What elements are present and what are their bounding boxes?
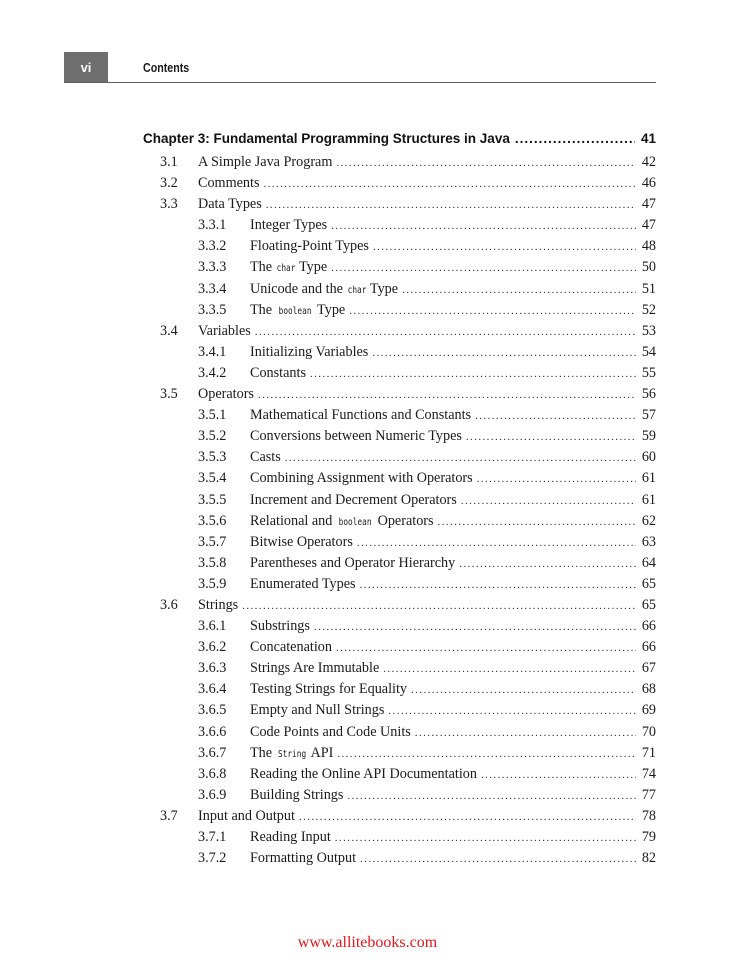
title-text: Conversions between Numeric Types [250, 428, 462, 445]
dot-leader [266, 199, 636, 211]
chapter-page-number: 41 [640, 131, 656, 146]
title-text: Type [366, 280, 399, 297]
section-number: 3.3.4 [198, 280, 227, 297]
entry-line [250, 681, 656, 698]
entry-line [250, 470, 656, 487]
entry-line [250, 513, 656, 530]
section-title [250, 217, 327, 234]
toc-subsection-entry[interactable] [0, 447, 735, 468]
section-number: 3.5.4 [198, 470, 227, 487]
page-number: 57 [641, 407, 656, 424]
code-keyword: char [276, 263, 296, 275]
section-number: 3.6.8 [198, 765, 227, 782]
title-text: Data Types [198, 196, 262, 213]
page-number: 68 [641, 681, 656, 698]
dot-leader [466, 431, 636, 443]
section-title [250, 449, 281, 466]
dot-leader [335, 832, 636, 844]
page-number: 62 [641, 512, 656, 529]
section-title [250, 681, 407, 698]
page-header [64, 52, 656, 83]
title-text: Operators [374, 512, 434, 529]
section-number: 3.6.4 [198, 681, 227, 698]
toc-subsection-entry[interactable] [0, 743, 735, 764]
toc-section-entry[interactable] [0, 152, 735, 173]
section-title [250, 576, 356, 593]
dot-leader [336, 157, 635, 169]
entry-line [250, 344, 656, 361]
section-title [250, 492, 457, 509]
page-number: 65 [641, 596, 656, 613]
entry-line [198, 175, 656, 192]
section-number: 3.6.9 [198, 786, 227, 803]
section-title [250, 618, 310, 635]
section-title [250, 724, 411, 741]
toc-subsection-entry[interactable] [0, 637, 735, 658]
dot-leader [349, 305, 636, 317]
page-number: 65 [641, 575, 656, 592]
section-number: 3.3 [160, 196, 178, 213]
title-text: The [250, 259, 276, 276]
page-number: 69 [641, 702, 656, 719]
title-text: Empty and Null Strings [250, 702, 385, 719]
code-keyword: String [277, 748, 306, 760]
dot-leader [336, 642, 636, 654]
section-number: 3.6.3 [198, 660, 227, 677]
page-number: 77 [641, 786, 656, 803]
section-number: 3.7.2 [198, 850, 227, 867]
toc-section-entry[interactable] [0, 321, 735, 342]
title-text: Reading the Online API Documentation [250, 765, 477, 782]
page-number: 52 [641, 301, 656, 318]
toc-subsection-entry[interactable] [0, 848, 735, 869]
title-text: Reading Input [250, 829, 331, 845]
section-title [250, 639, 332, 656]
section-number: 3.6 [160, 596, 178, 613]
dot-leader [461, 495, 636, 507]
page-number: 66 [641, 639, 656, 656]
section-number: 3.6.5 [198, 702, 227, 719]
code-keyword: char [347, 284, 366, 296]
title-text: Concatenation [250, 639, 332, 656]
page-number-tab [64, 52, 108, 83]
toc-subsection-entry[interactable] [0, 257, 735, 278]
section-number: 3.3.1 [198, 217, 227, 234]
title-text: Operators [198, 386, 254, 403]
section-number: 3.3.3 [198, 259, 227, 276]
toc-section-entry[interactable] [0, 595, 735, 616]
page-number: 42 [641, 154, 656, 170]
section-number: 3.5.3 [198, 449, 227, 466]
entry-line [250, 724, 656, 741]
toc-list [0, 152, 735, 869]
section-title [198, 154, 332, 171]
dot-leader [299, 811, 636, 823]
page-number: 63 [641, 533, 656, 550]
entry-line [250, 576, 656, 593]
entry-line [250, 787, 656, 804]
dot-leader [285, 452, 636, 464]
dot-leader [415, 727, 636, 739]
toc-section-entry[interactable] [0, 384, 735, 405]
page-number: 60 [641, 449, 656, 466]
section-title [198, 386, 254, 403]
toc-subsection-entry[interactable] [0, 300, 735, 321]
code-keyword: boolean [338, 516, 372, 528]
title-text: Unicode and the [250, 280, 347, 297]
title-text: Strings [198, 596, 239, 613]
section-number: 3.5.9 [198, 575, 227, 592]
section-number: 3.5.7 [198, 533, 227, 550]
entry-line [198, 323, 656, 340]
title-text: A Simple Java Program [198, 154, 333, 170]
section-number: 3.5 [160, 386, 178, 403]
dot-leader [515, 131, 635, 146]
dot-leader [373, 241, 636, 253]
dot-leader [402, 284, 636, 296]
section-number: 3.6.6 [198, 723, 227, 740]
page-number: 55 [641, 364, 656, 381]
dot-leader [310, 368, 636, 380]
entry-line [198, 386, 656, 403]
toc-subsection-entry[interactable] [0, 405, 735, 426]
title-text: Relational and [250, 512, 336, 529]
entry-line [198, 808, 656, 825]
entry-line [250, 492, 656, 509]
dot-leader [372, 347, 635, 359]
running-head: Contents [143, 60, 190, 75]
entry-line [250, 259, 656, 276]
toc-section-entry[interactable] [0, 806, 735, 827]
page-number: 71 [641, 744, 656, 761]
section-title [250, 302, 345, 319]
page-number: 70 [641, 723, 656, 740]
section-title [250, 470, 473, 487]
section-title [198, 175, 259, 192]
header-rule [64, 82, 656, 83]
dot-leader [360, 579, 636, 591]
entry-line [250, 555, 656, 572]
section-title [250, 534, 353, 551]
toc-section-entry[interactable] [0, 173, 735, 194]
page-number: 59 [641, 428, 656, 445]
section-number: 3.5.1 [198, 407, 227, 424]
toc-subsection-entry[interactable] [0, 764, 735, 785]
entry-line [250, 534, 656, 551]
title-text: The [250, 744, 276, 761]
toc-subsection-entry[interactable] [0, 511, 735, 532]
section-title [250, 829, 331, 846]
section-number: 3.5.2 [198, 428, 227, 445]
section-title [250, 745, 333, 762]
page-number: 53 [641, 322, 656, 339]
dot-leader [242, 600, 636, 612]
entry-line [250, 281, 656, 298]
entry-line [250, 449, 656, 466]
title-text: Substrings [250, 618, 310, 635]
toc-subsection-entry[interactable] [0, 827, 735, 848]
section-title [250, 238, 369, 255]
title-text: Testing Strings for Equality [250, 681, 408, 698]
entry-line [198, 154, 656, 171]
dot-leader [255, 326, 636, 338]
section-title [250, 281, 398, 298]
section-title [250, 407, 471, 424]
section-number: 3.6.2 [198, 639, 227, 656]
dot-leader [357, 537, 636, 549]
page-number: 61 [641, 491, 656, 508]
section-number: 3.5.8 [198, 554, 227, 571]
toc-subsection-entry[interactable] [0, 532, 735, 553]
title-text: Building Strings [250, 786, 344, 803]
page-number: 66 [641, 618, 656, 635]
entry-line [250, 217, 656, 234]
toc-subsection-entry[interactable] [0, 342, 735, 363]
entry-line [250, 702, 656, 719]
entry-line [250, 238, 656, 255]
title-text: Increment and Decrement Operators [250, 491, 457, 508]
entry-line [250, 745, 656, 762]
toc-subsection-entry[interactable] [0, 722, 735, 743]
dot-leader [411, 684, 636, 696]
title-text: Strings Are Immutable [250, 660, 380, 677]
dot-leader [477, 473, 636, 485]
dot-leader [331, 262, 636, 274]
dot-leader [459, 558, 636, 570]
title-text: API [307, 744, 334, 761]
section-title [250, 660, 379, 677]
title-text: Formatting Output [250, 850, 357, 867]
title-text: Comments [198, 175, 260, 192]
page-number: 78 [641, 807, 656, 824]
section-title [198, 196, 262, 213]
section-number: 3.7.1 [198, 829, 227, 845]
toc-subsection-entry[interactable] [0, 679, 735, 700]
section-number: 3.7 [160, 807, 178, 824]
dot-leader [347, 790, 635, 802]
page-number: 61 [641, 470, 656, 487]
dot-leader [481, 769, 636, 781]
dot-leader [258, 389, 636, 401]
toc-subsection-entry[interactable] [0, 490, 735, 511]
title-text: Parentheses and Operator Hierarchy [250, 554, 456, 571]
section-number: 3.4 [160, 322, 178, 339]
entry-line [198, 196, 656, 213]
page-number: 74 [641, 765, 656, 782]
dot-leader [314, 621, 636, 633]
section-number: 3.3.2 [198, 238, 227, 255]
section-title [250, 513, 434, 530]
section-title [250, 344, 368, 361]
title-text: Code Points and Code Units [250, 723, 411, 740]
entry-line [250, 618, 656, 635]
section-number: 3.3.5 [198, 301, 227, 318]
section-title [250, 787, 343, 804]
dot-leader [388, 705, 635, 717]
toc-subsection-entry[interactable] [0, 468, 735, 489]
title-text: Casts [250, 449, 281, 466]
section-title [250, 766, 477, 783]
section-number: 3.1 [160, 154, 178, 170]
section-title [198, 597, 238, 614]
section-title [250, 259, 327, 276]
section-number: 3.6.7 [198, 744, 227, 761]
section-title [250, 428, 462, 445]
page-number: 79 [641, 829, 656, 845]
entry-line [250, 766, 656, 783]
section-title [198, 323, 251, 340]
page-number: 56 [641, 386, 656, 403]
section-number: 3.5.5 [198, 491, 227, 508]
toc-subsection-entry[interactable] [0, 426, 735, 447]
toc-subsection-entry[interactable] [0, 553, 735, 574]
dot-leader [337, 748, 635, 760]
page-number: 54 [641, 343, 656, 360]
section-title [250, 365, 306, 382]
title-text: Enumerated Types [250, 575, 356, 592]
watermark-footer[interactable]: www.allitebooks.com [297, 934, 438, 951]
page-number: 47 [641, 217, 656, 234]
section-title [198, 808, 295, 825]
entry-line [250, 829, 656, 846]
title-text: Input and Output [198, 807, 295, 824]
title-text: Variables [198, 322, 251, 339]
page-number: vi [80, 60, 92, 75]
title-text: Initializing Variables [250, 343, 369, 360]
page-number: 82 [641, 850, 656, 867]
entry-line [250, 302, 656, 319]
entry-line [250, 428, 656, 445]
page-number: 48 [641, 238, 656, 255]
section-title [250, 850, 356, 867]
entry-line [250, 850, 656, 867]
page-number: 50 [641, 259, 656, 276]
section-number: 3.4.1 [198, 343, 227, 360]
title-text: Mathematical Functions and Constants [250, 407, 472, 424]
entry-line [250, 639, 656, 656]
title-text: Bitwise Operators [250, 533, 353, 550]
title-text: Type [313, 301, 346, 318]
section-number: 3.5.6 [198, 512, 227, 529]
dot-leader [263, 178, 635, 190]
toc-subsection-entry[interactable] [0, 236, 735, 257]
entry-line [250, 365, 656, 382]
code-keyword: boolean [278, 305, 312, 317]
dot-leader [475, 410, 636, 422]
dot-leader [438, 516, 636, 528]
toc-subsection-entry[interactable] [0, 574, 735, 595]
page-number: 67 [641, 660, 656, 677]
chapter-entry[interactable] [143, 131, 656, 146]
title-text: Integer Types [250, 217, 328, 234]
dot-leader [360, 853, 636, 865]
toc-subsection-entry[interactable] [0, 363, 735, 384]
toc-subsection-entry[interactable] [0, 279, 735, 300]
toc-subsection-entry[interactable] [0, 616, 735, 637]
page-number: 64 [641, 554, 656, 571]
title-text: The [250, 301, 276, 318]
toc-subsection-entry[interactable] [0, 785, 735, 806]
title-text: Type [295, 259, 328, 276]
title-text: Combining Assignment with Operators [250, 470, 473, 487]
section-number: 3.4.2 [198, 364, 227, 381]
toc-section-entry[interactable] [0, 194, 735, 215]
title-text: Constants [250, 364, 306, 381]
page-number: 47 [641, 196, 656, 213]
toc-subsection-entry[interactable] [0, 215, 735, 236]
entry-line [250, 660, 656, 677]
toc-subsection-entry[interactable] [0, 700, 735, 721]
title-text: Floating-Point Types [250, 238, 369, 255]
section-title [250, 555, 455, 572]
toc-subsection-entry[interactable] [0, 658, 735, 679]
section-number: 3.2 [160, 175, 178, 192]
page-number: 51 [641, 280, 656, 297]
section-title [250, 702, 384, 719]
page-number: 46 [641, 175, 656, 192]
dot-leader [383, 663, 636, 675]
entry-line [250, 407, 656, 424]
chapter-title: Chapter 3: Fundamental Programming Structures in Java [143, 131, 510, 146]
entry-line [198, 597, 656, 614]
dot-leader [331, 220, 636, 232]
section-number: 3.6.1 [198, 618, 227, 635]
